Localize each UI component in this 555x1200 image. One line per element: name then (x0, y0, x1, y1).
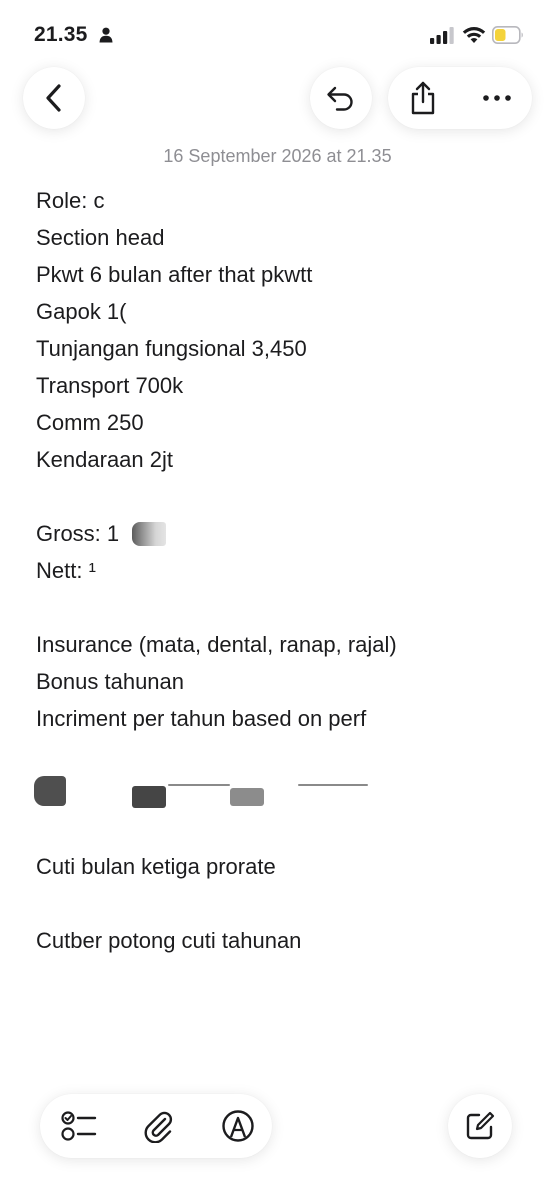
checklist-icon (61, 1110, 97, 1142)
attachment-button[interactable] (128, 1094, 188, 1158)
share-button[interactable] (398, 67, 448, 129)
bottom-toolbar (40, 1094, 272, 1158)
note-body[interactable] (36, 182, 526, 959)
note-line-comm: Comm 250 (36, 410, 144, 435)
note-line-kendaraan: Kendaraan 2jt (36, 447, 173, 472)
cellular-signal-icon (430, 27, 454, 44)
redaction-block-3 (230, 788, 264, 806)
markup-icon (221, 1109, 255, 1143)
note-blank-line (36, 737, 526, 774)
back-button[interactable] (23, 67, 85, 129)
note-blank-line (36, 478, 526, 515)
paperclip-icon (143, 1109, 173, 1143)
redaction-stroke (298, 784, 368, 786)
note-blank-line (36, 811, 526, 848)
note-line-bonus: Bonus tahunan (36, 669, 185, 694)
undo-icon (326, 85, 356, 111)
note-line-nett: Nett: ¹ (36, 558, 96, 583)
note-line-pkwt: Pkwt 6 bulan after that pkwtt (36, 262, 313, 287)
redaction-block-2 (132, 786, 166, 808)
note-line-insurance: Insurance (mata, dental, ranap, rajal) (36, 632, 397, 657)
battery-icon (492, 25, 524, 45)
note-line-transport: Transport 700k (36, 373, 184, 398)
wifi-icon (462, 25, 486, 44)
note-line-redacted (36, 774, 526, 811)
markup-button[interactable] (208, 1094, 268, 1158)
more-dots-icon (482, 94, 512, 102)
chevron-left-icon (43, 83, 65, 113)
status-bar (0, 0, 555, 70)
redaction-stroke (168, 784, 230, 786)
undo-button[interactable] (310, 67, 372, 129)
person-icon (99, 27, 113, 43)
status-time: 21.35 (34, 23, 88, 46)
more-button[interactable] (472, 67, 522, 129)
note-line-cutber: Cutber potong cuti tahunan (36, 928, 302, 953)
note-blank-line (36, 589, 526, 626)
redaction-block-1 (34, 776, 66, 806)
note-line-gapok: Gapok 1( (36, 299, 127, 324)
compose-icon (464, 1110, 496, 1142)
share-more-group (388, 67, 532, 129)
note-line-gross: Gross: 1 (36, 515, 526, 552)
compose-button[interactable] (448, 1094, 512, 1158)
note-blank-line (36, 885, 526, 922)
redaction-gross (132, 522, 166, 546)
note-date: 16 September 2026 at 21.35 (163, 146, 392, 166)
note-line-incriment: Incriment per tahun based on perf (36, 706, 367, 731)
note-line-cuti: Cuti bulan ketiga prorate (36, 854, 276, 879)
note-line-role: Role: c (36, 188, 105, 213)
share-icon (409, 81, 437, 115)
note-line-tunjangan: Tunjangan fungsional 3,450 (36, 336, 307, 361)
note-line-section: Section head (36, 225, 165, 250)
checklist-button[interactable] (49, 1094, 109, 1158)
